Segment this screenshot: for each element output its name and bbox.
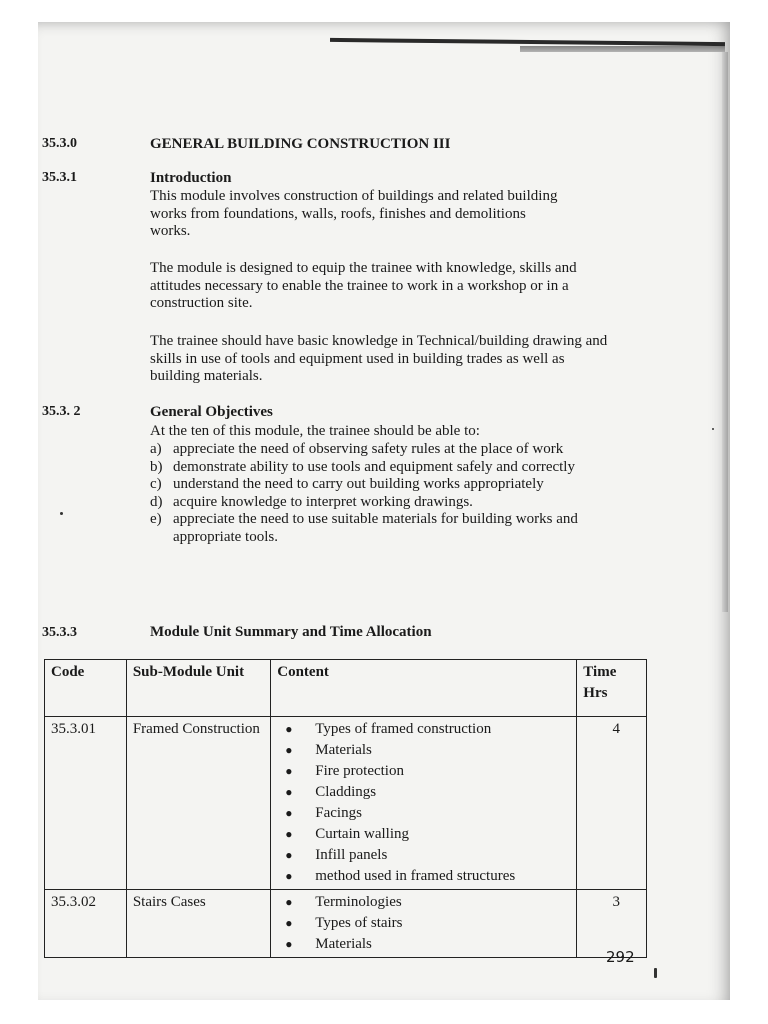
content-item: Types of framed construction (315, 721, 492, 737)
cell-code: 35.3.01 (45, 717, 127, 890)
list-item (285, 892, 570, 913)
summary-number: 35.3.3 (42, 625, 77, 640)
objective-text: acquire knowledge to interpret working drawings. (173, 493, 473, 510)
bullet-icon: ● (285, 806, 293, 820)
content-item: Curtain walling (315, 826, 409, 842)
bullet-icon: ● (285, 916, 293, 930)
objective-item (150, 511, 630, 529)
top-rule-shadow (520, 46, 725, 52)
page-number: 292 (606, 948, 635, 966)
objectives-title: General Objectives (150, 404, 273, 420)
content-item: Materials (315, 742, 372, 758)
cell-unit: Framed Construction (126, 717, 270, 890)
objective-marker: d) (150, 493, 163, 510)
objective-text: appreciate the need to use suitable materials for building works and (173, 511, 578, 527)
introduction-number: 35.3.1 (42, 170, 77, 185)
header-sub-module: Sub-Module Unit (126, 660, 270, 717)
section-title: GENERAL BUILDING CONSTRUCTION III (150, 136, 451, 152)
objective-item (150, 459, 580, 477)
content-item: Claddings (315, 784, 377, 800)
objective-marker (150, 529, 173, 547)
section-number: 35.3.0 (42, 136, 77, 151)
header-code: Code (45, 660, 127, 717)
list-item (285, 782, 570, 803)
scan-speck (654, 968, 657, 978)
objective-marker: b) (150, 458, 163, 475)
objective-item (150, 441, 590, 459)
introduction-paragraph-3: The trainee should have basic knowledge in Technical/building drawing and skills in use of tools and equipment used in building trades as well as building materials. (150, 333, 608, 384)
bullet-icon: ● (285, 743, 293, 757)
content-item: method used in framed structures (315, 868, 516, 884)
list-item (285, 761, 570, 782)
list-item (285, 913, 570, 934)
objective-text: demonstrate ability to use tools and equipment safely and correctly (173, 458, 575, 475)
bullet-icon: ● (285, 937, 293, 951)
scan-speck (712, 428, 714, 430)
objectives-number: 35.3. 2 (42, 404, 81, 419)
objectives-lead: At the ten of this module, the trainee should be able to: (150, 423, 480, 439)
objective-text: appreciate the need of observing safety rules at the place of work (173, 441, 564, 457)
bullet-icon: ● (285, 827, 293, 841)
table-row (45, 717, 647, 890)
table-row (45, 890, 647, 958)
header-content: Content (271, 660, 577, 717)
cell-unit: Stairs Cases (126, 890, 270, 958)
content-list (277, 719, 570, 887)
bullet-icon: ● (285, 869, 293, 883)
list-item (285, 866, 570, 887)
objectives-list (150, 441, 640, 546)
bullet-icon: ● (285, 895, 293, 909)
objective-item (150, 529, 640, 547)
bullet-icon: ● (285, 764, 293, 778)
list-item (285, 824, 570, 845)
objective-marker: c) (150, 476, 162, 492)
content-item: Fire protection (315, 763, 404, 779)
list-item (285, 803, 570, 824)
list-item (285, 934, 570, 955)
bullet-icon: ● (285, 785, 293, 799)
list-item (285, 719, 570, 740)
objective-item (150, 494, 640, 512)
objective-text: appropriate tools. (173, 528, 278, 545)
objective-text: understand the need to carry out building works appropriately (173, 476, 544, 492)
objective-item (150, 476, 640, 494)
content-item: Infill panels (315, 847, 388, 863)
module-summary-table (44, 659, 647, 958)
cell-time: 4 (577, 717, 647, 890)
page-edge-shadow (722, 52, 728, 612)
objective-marker: e) (150, 511, 162, 527)
cell-time: 3 (577, 890, 647, 958)
content-item: Terminologies (315, 894, 402, 910)
content-item: Facings (315, 805, 362, 821)
cell-content (271, 717, 577, 890)
list-item (285, 740, 570, 761)
bullet-icon: ● (285, 722, 293, 736)
introduction-paragraph-2: The module is designed to equip the trainee with knowledge, skills and attitudes necessary to enable the trainee to work in a workshop or in a construction site. (150, 260, 577, 311)
bullet-icon: ● (285, 848, 293, 862)
introduction-paragraph-1: This module involves construction of buildings and related building works from foundations, walls, roofs, finishes and demolitions works. (150, 188, 558, 239)
summary-title: Module Unit Summary and Time Allocation (150, 624, 432, 640)
content-item: Materials (315, 936, 372, 952)
list-item (285, 845, 570, 866)
header-time: Time Hrs (577, 660, 647, 717)
scan-speck (60, 512, 63, 515)
introduction-title: Introduction (150, 170, 232, 186)
objective-marker: a) (150, 441, 162, 457)
cell-content (271, 890, 577, 958)
content-item: Types of stairs (315, 915, 403, 931)
content-list (277, 892, 570, 955)
cell-code: 35.3.02 (45, 890, 127, 958)
table-header-row (45, 660, 647, 717)
